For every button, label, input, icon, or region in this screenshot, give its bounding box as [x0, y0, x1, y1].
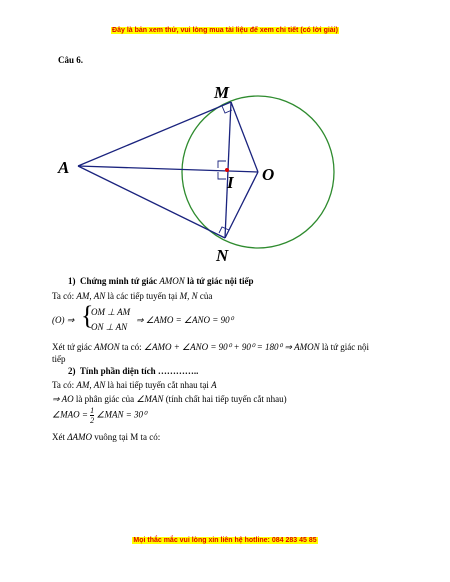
- part1-l3-math2: AMON: [294, 342, 320, 352]
- part1-l1-post: của: [199, 291, 213, 301]
- label-a: A: [58, 158, 70, 177]
- part2-heading-text: Tính phần diện tích …………..: [79, 366, 199, 376]
- part1-l1-math2: M, N: [179, 291, 198, 301]
- bottom-banner: [0, 537, 450, 544]
- part1-l3-pre: Xét tứ giác: [52, 342, 92, 352]
- part2-l2-math: ⇒ AO: [52, 394, 74, 404]
- system-line1: OM ⊥ AM: [91, 307, 131, 317]
- part2-l4-pre: Xét: [52, 432, 65, 442]
- part2-line2: [52, 394, 287, 405]
- point-i: [225, 168, 229, 172]
- geometry-figure: [0, 0, 450, 270]
- segment-am: [78, 102, 231, 166]
- system-line2: ON ⊥ AN: [91, 322, 128, 332]
- question-label: Câu 6.: [58, 55, 84, 65]
- part1-l3-mid: ta có:: [121, 342, 142, 352]
- fraction-numerator: 1: [90, 406, 95, 415]
- label-o: O: [262, 165, 275, 184]
- part2-l3-rhs: ∠MAN = 30⁰: [96, 409, 147, 420]
- part2-l2-mid: là phân giác của: [75, 394, 135, 404]
- part1-number: 1): [68, 276, 76, 286]
- part1-l3-wrap: tiếp: [52, 354, 66, 364]
- label-n: N: [216, 246, 229, 265]
- label-m: M: [214, 83, 230, 102]
- part2-l4-post: vuông tại M ta có:: [94, 432, 161, 442]
- part1-l1-mid: là các tiếp tuyến tại: [107, 291, 178, 301]
- part1-heading-math: AMON: [159, 276, 185, 286]
- label-i: I: [227, 173, 234, 192]
- part2-l2-math2: ∠MAN: [136, 394, 164, 404]
- part2-number: 2): [68, 366, 76, 376]
- part1-l3-math: AMON: [94, 342, 120, 352]
- part1-l3-eq: ∠AMO + ∠ANO = 90⁰ + 90⁰ = 180⁰ ⇒: [143, 342, 292, 352]
- part1-heading: [68, 276, 253, 286]
- bottom-banner-text: Mọi thắc mắc vui lòng xin liên hệ hotline: 084 283 45 85: [133, 537, 317, 544]
- right-angle-i-top: [218, 161, 226, 168]
- top-banner-text: Đây là bản xem thử, vui lòng mua tài liệu để xem chi tiết (có lời giải): [112, 27, 338, 34]
- part1-l1-math: AM, AN: [76, 291, 106, 301]
- part1-heading-text: Chứng minh tứ giác: [80, 276, 158, 286]
- part1-l2-lead: (O) ⇒: [52, 315, 75, 325]
- part1-l3-post: là tứ giác nội: [321, 342, 370, 352]
- fraction-half: [90, 406, 94, 425]
- part2-l1-mid: là hai tiếp tuyến cắt nhau tại: [107, 380, 209, 390]
- part1-line3: [52, 342, 369, 353]
- part2-line3: [52, 406, 147, 425]
- part1-l2-result: ⇒ ∠AMO = ∠ANO = 90⁰: [136, 315, 234, 325]
- segment-ao: [78, 166, 258, 172]
- segment-an: [78, 166, 225, 238]
- system-brace: {: [81, 301, 94, 330]
- fraction-denominator: 2: [90, 416, 95, 425]
- part1-l1-pre: Ta có:: [52, 291, 75, 301]
- part1-line1: [52, 291, 212, 301]
- part2-l3-lhs: ∠MAO =: [52, 409, 88, 420]
- right-angle-i-bottom: [218, 172, 226, 179]
- part2-l1-math: AM, AN: [76, 380, 106, 390]
- part2-heading: [68, 366, 198, 376]
- part1-heading-post: là tứ giác nội tiếp: [187, 276, 254, 286]
- part2-line4: [52, 432, 160, 442]
- part2-l2-post: (tính chất hai tiếp tuyến cắt nhau): [165, 394, 287, 404]
- part2-l4-math: ΔAMO: [67, 432, 93, 442]
- segment-mo: [231, 102, 258, 172]
- part2-l1-pre: Ta có:: [52, 380, 75, 390]
- part2-l1-math2: A: [211, 380, 217, 390]
- part2-line1: [52, 380, 217, 390]
